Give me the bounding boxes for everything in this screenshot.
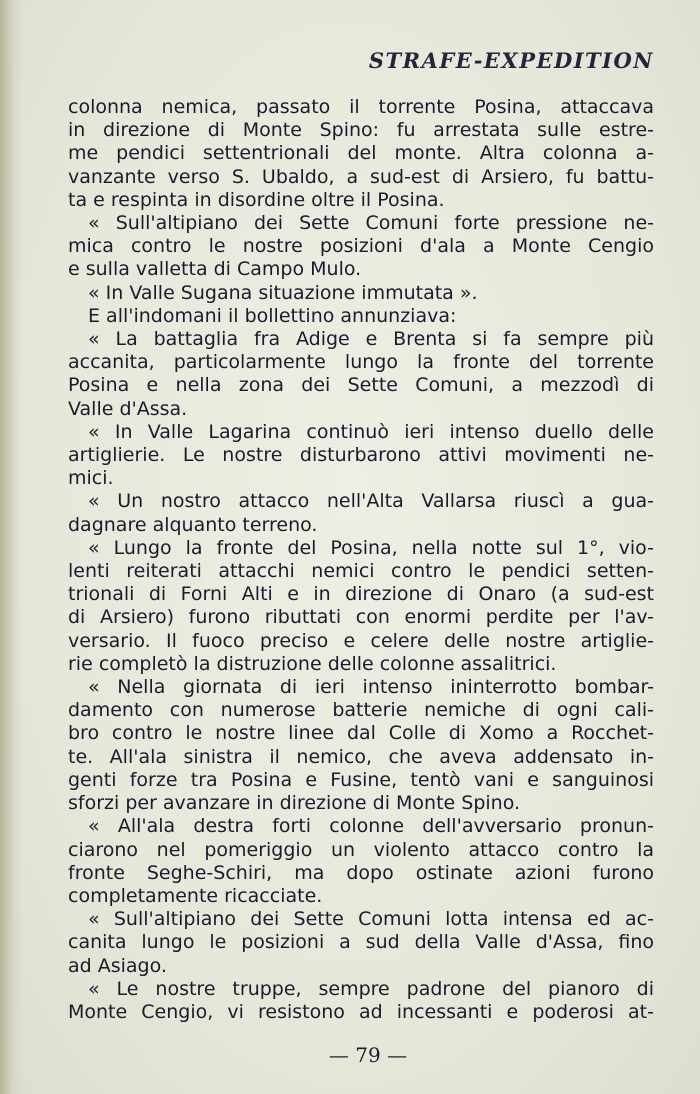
- text-line: ciarono nel pomeriggio un violento attacco contro la: [68, 838, 654, 861]
- text-line: accanita, particolarmente lungo la fronte del torrente: [68, 351, 654, 374]
- text-line: « In Valle Lagarina continuò ieri intenso duello delle: [88, 420, 654, 443]
- text-line: « Sull'altipiano dei Sette Comuni forte pressione ne-: [88, 212, 654, 235]
- text-line: « All'ala destra forti colonne dell'avversario pronun-: [88, 815, 654, 838]
- text-line: vanzante verso S. Ubaldo, a sud-est di Arsiero, fu battu-: [68, 165, 654, 188]
- text-line: mica contro le nostre posizioni d'ala a Monte Cengio: [68, 235, 654, 258]
- text-line: « Nella giornata di ieri intenso ininterrotto bombar-: [88, 676, 654, 699]
- page-number: — 79 —: [328, 1043, 408, 1067]
- text-line: E all'indomani il bollettino annunziava:: [88, 304, 457, 327]
- text-line: sforzi per avanzare in direzione di Monte Spino.: [68, 792, 521, 815]
- text-line: di Arsiero) furono ributtati con enormi perdite per l'av-: [68, 606, 654, 629]
- text-line: Valle d'Assa.: [68, 397, 188, 420]
- text-line: me pendici settentrionali del monte. Altra colonna a-: [68, 142, 654, 165]
- text-line: canita lungo le posizioni a sud della Valle d'Assa, fino: [68, 931, 654, 954]
- text-line: rie completò la distruzione delle colonne assalitrici.: [68, 652, 557, 675]
- text-line: trionali di Forni Alti e in direzione di Onaro (a sud-est: [68, 583, 654, 606]
- text-line: completamente ricacciate.: [68, 884, 323, 907]
- running-header: STRAFE-EXPEDITION: [368, 48, 654, 73]
- text-line: in direzione di Monte Spino: fu arrestata sulle estre-: [68, 119, 654, 142]
- text-line: « Lungo la fronte del Posina, nella notte sul 1°, vio-: [88, 536, 654, 559]
- text-line: « Sull'altipiano dei Sette Comuni lotta intensa ed ac-: [88, 908, 654, 931]
- text-line: « Un nostro attacco nell'Alta Vallarsa riuscì a gua-: [88, 490, 654, 513]
- text-line: artiglierie. Le nostre disturbarono attivi movimenti ne-: [68, 444, 654, 467]
- page-spine-shadow: [0, 0, 22, 1094]
- text-line: « La battaglia fra Adige e Brenta si fa sempre più: [88, 328, 654, 351]
- body-text: [68, 96, 654, 1024]
- text-line: ta e respinta in disordine oltre il Posina.: [68, 188, 445, 211]
- text-line: « In Valle Sugana situazione immutata ».: [88, 281, 478, 304]
- text-line: versario. Il fuoco preciso e celere delle nostre artiglie-: [68, 629, 654, 652]
- text-line: Posina e nella zona dei Sette Comuni, a mezzodì di: [68, 374, 654, 397]
- text-line: bro contro le nostre linee dal Colle di Xomo a Rocchet-: [68, 722, 654, 745]
- text-line: ad Asiago.: [68, 954, 167, 977]
- text-line: te. All'ala sinistra il nemico, che aveva addensato in-: [68, 745, 654, 768]
- text-line: Monte Cengio, vi resistono ad incessanti e poderosi at-: [68, 1000, 654, 1023]
- text-line: fronte Seghe-Schiri, ma dopo ostinate azioni furono: [68, 861, 654, 884]
- text-line: damento con numerose batterie nemiche di ogni cali-: [68, 699, 654, 722]
- text-line: genti forze tra Posina e Fusine, tentò vani e sanguinosi: [68, 768, 654, 791]
- text-line: e sulla valletta di Campo Mulo.: [68, 258, 362, 281]
- text-line: « Le nostre truppe, sempre padrone del pianoro di: [88, 977, 654, 1000]
- text-line: mici.: [68, 467, 114, 490]
- text-line: colonna nemica, passato il torrente Posina, attaccava: [68, 96, 654, 118]
- text-line: dagnare alquanto terreno.: [68, 513, 318, 536]
- text-line: lenti reiterati attacchi nemici contro le pendici setten-: [68, 560, 654, 583]
